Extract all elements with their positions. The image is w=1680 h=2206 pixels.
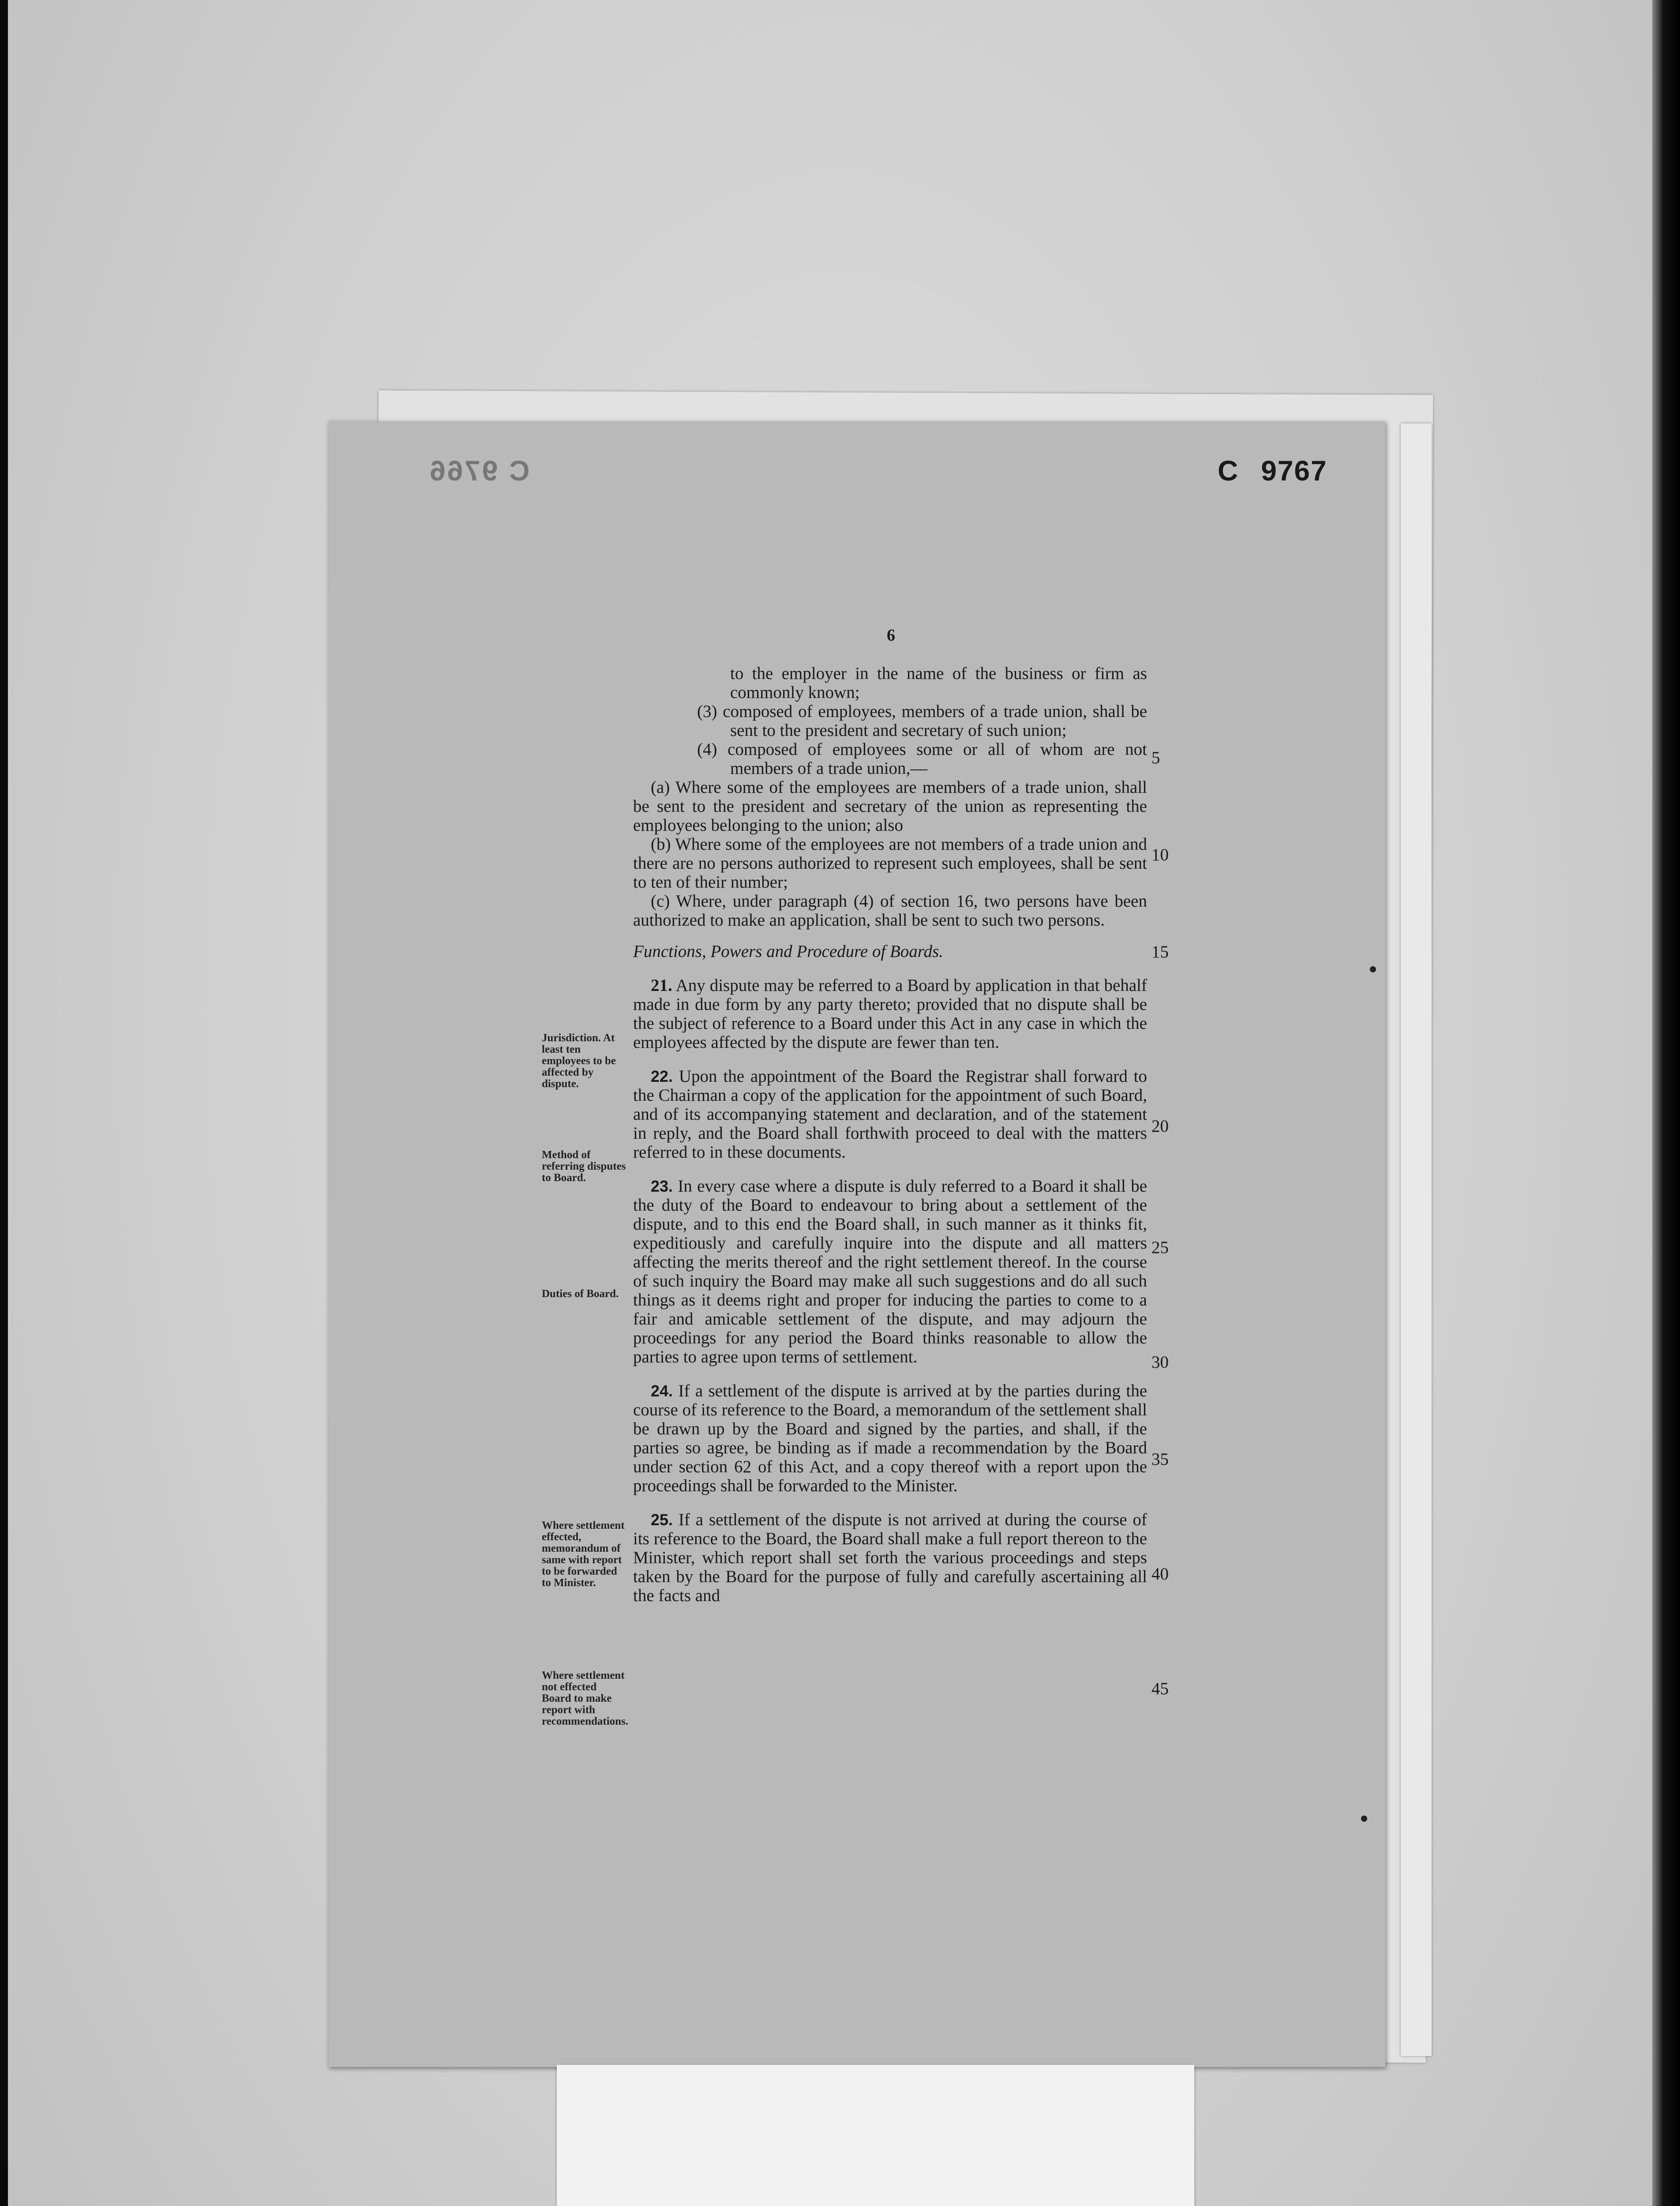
underlying-sheet-edge bbox=[1401, 424, 1432, 2056]
film-edge-left bbox=[0, 0, 8, 2206]
marginal-note-24: Where settlement effected, memorandum of same with report to be forwarded to Minister. bbox=[542, 1519, 625, 1589]
marginal-note-22: Method of referring disputes to Board. bbox=[542, 1149, 626, 1184]
clause-3: (3) composed of employees, members of a trade union, shall be sent to the president and secretary of such union; bbox=[697, 702, 1147, 740]
section-23-text: In every case where a dispute is duly referred to a Board it shall be the duty of the Board to endeavour to bring about a settlement of the dispute, and to this end the Board shall, in such manner as it thinks fit, expeditiously and carefully inquire into the dispute and all matters affecting the merits thereof and the right settlement thereof. In the course of such inquiry the Board may make all such suggestions and do all such things as it deems right and proper for inducing the parties to come to a fair and amicable settlement of the dispute, and may adjourn the proceedings for any period the Board thinks reasonable to allow the parties to agree upon terms of settlement. bbox=[633, 1177, 1147, 1366]
continuation-paragraph: to the employer in the name of the business or firm as commonly known; bbox=[730, 664, 1147, 702]
clause-4: (4) composed of employees some or all of whom are not members of a trade union,— bbox=[697, 740, 1147, 778]
punch-hole-mark bbox=[1361, 1816, 1367, 1822]
line-number: 25 bbox=[1151, 1238, 1169, 1257]
page-body bbox=[633, 664, 1147, 1605]
marginal-note-23: Duties of Board. bbox=[542, 1288, 619, 1300]
section-25 bbox=[633, 1510, 1147, 1605]
section-21-text: Any dispute may be referred to a Board by application in that behalf made in due form by any party thereto; provided that no dispute shall be the subject of reference to a Board under this Act in any case in which the employees affected by the dispute are fewer than ten. bbox=[633, 976, 1147, 1052]
subclause-b: (b) Where some of the employees are not members of a trade union and there are no persons authorized to represent such employees, shall be sent to ten of their number; bbox=[633, 835, 1147, 892]
line-number: 10 bbox=[1151, 845, 1169, 864]
section-22-text: Upon the appointment of the Board the Registrar shall forward to the Chairman a copy of the application for the appointment of such Board, and of its accompanying statement and declaration, and of the statement in reply, and the Board shall forthwith proceed to deal with the matters referred to in these documents. bbox=[633, 1067, 1148, 1162]
line-number: 20 bbox=[1151, 1117, 1169, 1136]
section-25-text: If a settlement of the dispute is not arrived at during the course of its reference to the Board, the Board shall make a full report thereon to the Minister, which report shall set forth the various proceedings and steps taken by the Board for the purpose of fully and carefully ascertaining all the facts and bbox=[633, 1510, 1147, 1605]
marginal-note-21: Jurisdiction. At least ten employees to be affected by dispute. bbox=[542, 1032, 616, 1090]
section-25-number: 25. bbox=[651, 1511, 673, 1529]
section-22 bbox=[633, 1067, 1147, 1162]
section-23 bbox=[633, 1177, 1147, 1366]
section-22-number: 22. bbox=[651, 1067, 673, 1085]
section-24-text: If a settlement of the dispute is arrived at by the parties during the course of its reference to the Board, a memorandum of the settlement shall be drawn up by the Board and signed by the parties, and shall, if the parties so agree, be binding as if made a recommendation by the Board under section 62 of this Act, and a copy thereof with a report upon the proceedings shall be forwarded to the Minister. bbox=[633, 1381, 1148, 1495]
mirrored-stamp: C 9766 bbox=[428, 455, 530, 487]
section-24-number: 24. bbox=[651, 1382, 673, 1400]
subclause-a: (a) Where some of the employees are members of a trade union, shall be sent to the president and secretary of the union as representing the employees belonging to the union; also bbox=[633, 778, 1147, 835]
subclause-c: (c) Where, under paragraph (4) of section 16, two persons have been authorized to make an application, shall be sent to such two persons. bbox=[633, 892, 1147, 930]
line-number: 40 bbox=[1151, 1564, 1169, 1583]
line-number: 5 bbox=[1151, 748, 1160, 767]
stamp-number: 9767 bbox=[1261, 455, 1328, 487]
line-number: 30 bbox=[1151, 1353, 1169, 1372]
section-24 bbox=[633, 1381, 1147, 1495]
line-number: 45 bbox=[1151, 1679, 1169, 1698]
line-number: 35 bbox=[1151, 1450, 1169, 1469]
film-edge-right bbox=[1652, 0, 1680, 2206]
stamp-prefix: C bbox=[1218, 455, 1239, 487]
punch-hole-mark bbox=[1370, 966, 1376, 972]
line-number: 15 bbox=[1151, 942, 1169, 961]
section-23-number: 23. bbox=[651, 1177, 673, 1195]
archive-stamp bbox=[1218, 454, 1328, 487]
marginal-note-25: Where settlement not effected Board to make report with recommendations. bbox=[542, 1670, 629, 1727]
section-heading: Functions, Powers and Procedure of Boards. bbox=[633, 942, 944, 961]
section-21-number: 21. bbox=[651, 976, 672, 995]
page-number: 6 bbox=[887, 626, 895, 645]
collection-label-card bbox=[557, 2065, 1194, 2206]
section-21 bbox=[633, 976, 1147, 1052]
